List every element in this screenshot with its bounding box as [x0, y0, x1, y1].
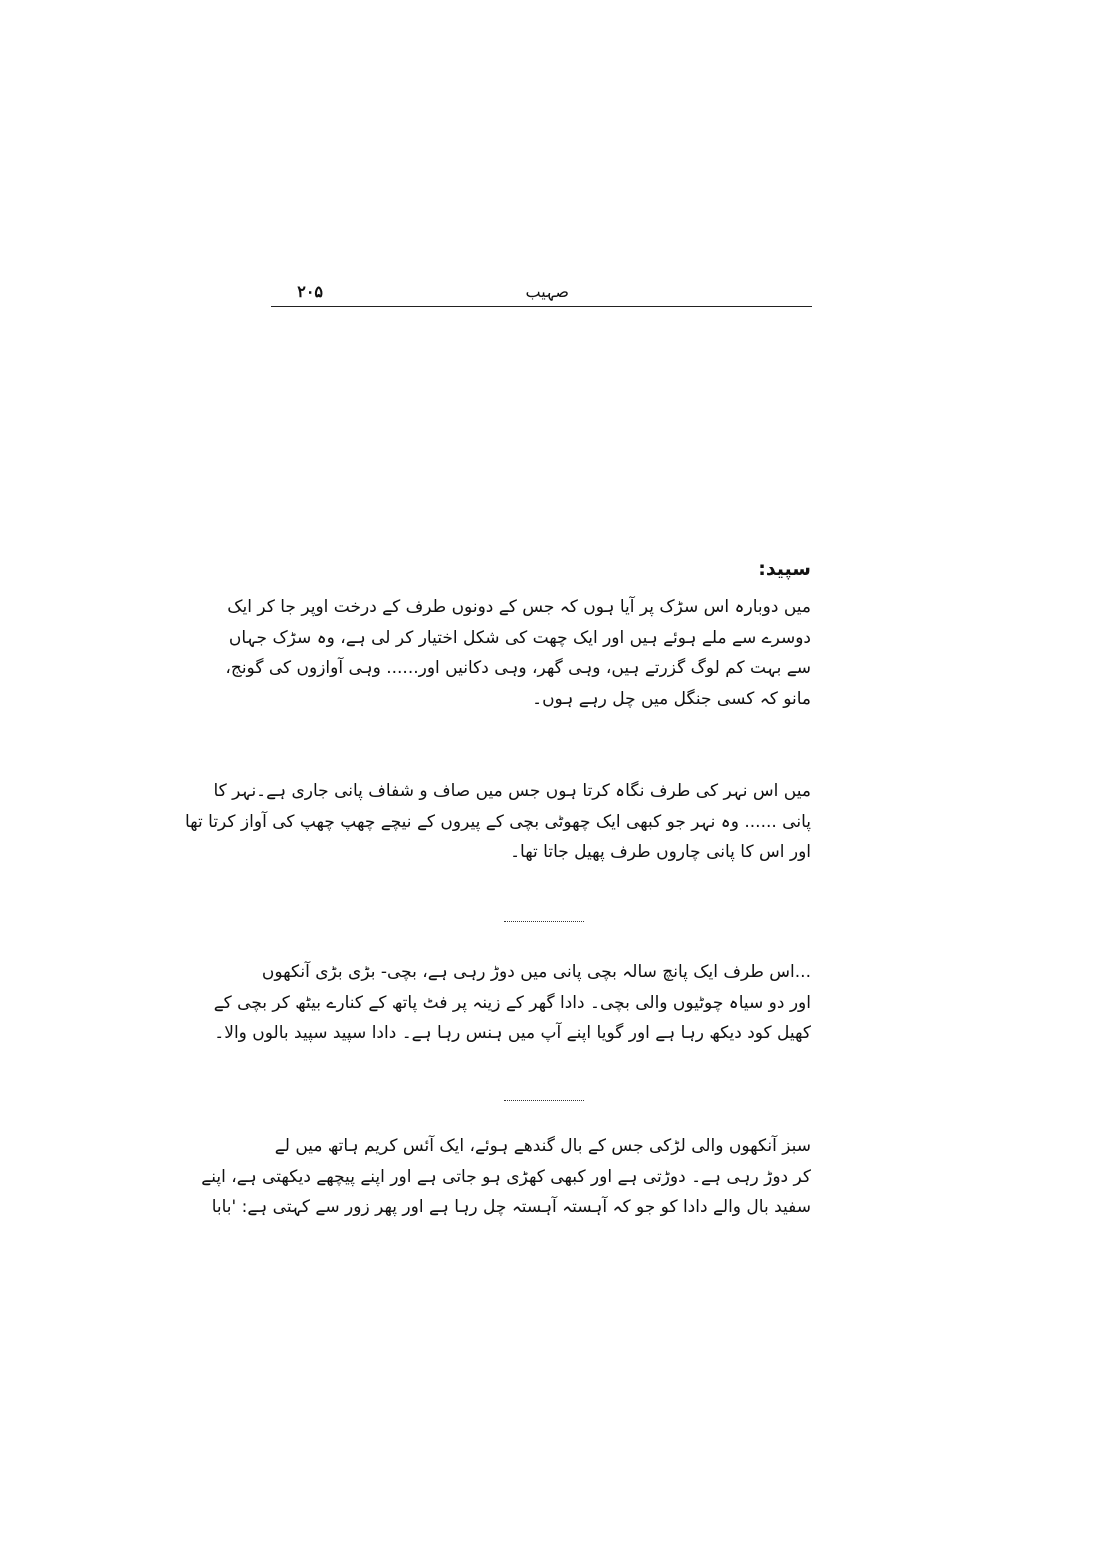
paragraph-1	[225, 592, 811, 714]
text-line: اور دو سیاہ چوٹیوں والی بچی۔ دادا گھر کے زینہ پر فٹ پاتھ کے کنارے بیٹھ کر بچی کے	[213, 992, 811, 1013]
paragraph-4	[201, 1131, 811, 1223]
text-line: کر دوڑ رہی ہے۔ دوڑتی ہے اور کبھی کھڑی ہو جاتی ہے اور اپنے پیچھے دیکھتی ہے، اپنے	[201, 1166, 811, 1187]
text-line: سے بہت کم لوگ گزرتے ہیں، وہی گھر، وہی دکانیں اور...... وہی آوازوں کی گونج،	[225, 658, 811, 678]
text-line: اور اس کا پانی چاروں طرف پھیل جاتا تھا۔	[510, 842, 811, 862]
section-heading: سپید:	[758, 558, 811, 580]
header-rule	[271, 306, 812, 307]
header-title: صہیب	[525, 282, 569, 301]
text-line: میں اس نہر کی طرف نگاہ کرتا ہوں جس میں صاف و شفاف پانی جاری ہے۔نہر کا	[213, 781, 811, 801]
paragraph-3	[213, 957, 811, 1049]
section-separator	[504, 1100, 584, 1101]
text-line: مانو کہ کسی جنگل میں چل رہے ہوں۔	[532, 688, 811, 709]
text-line: کھیل کود دیکھ رہا ہے اور گویا اپنے آپ میں ہنس رہا ہے۔ دادا سپید سپید بالوں والا۔	[214, 1023, 811, 1043]
section-separator	[504, 921, 584, 922]
text-line: دوسرے سے ملے ہوئے ہیں اور ایک چھت کی شکل اختیار کر لی ہے، وہ سڑک جہاں	[228, 627, 811, 648]
text-line: سبز آنکھوں والی لڑکی جس کے بال گندھے ہوئے، ایک آئس کریم ہاتھ میں لے	[274, 1136, 811, 1156]
text-line: میں دوبارہ اس سڑک پر آیا ہوں کہ جس کے دونوں طرف کے درخت اوپر جا کر ایک	[227, 597, 811, 617]
page-number: ۲۰۵	[297, 282, 323, 301]
text-line: پانی ...... وہ نہر جو کبھی ایک چھوٹی بچی کے پیروں کے نیچے چھپ چھپ کی آواز کرتا تھا	[184, 811, 811, 832]
text-line: سفید بال والے دادا کو جو کہ آہستہ آہستہ چل رہا ہے اور پھر زور سے کہتی ہے: 'بابا	[211, 1197, 811, 1217]
text-line: ...اس طرف ایک پانچ سالہ بچی پانی میں دوڑ رہی ہے، بچی- بڑی بڑی آنکھوں	[261, 962, 811, 982]
paragraph-2	[184, 776, 811, 868]
